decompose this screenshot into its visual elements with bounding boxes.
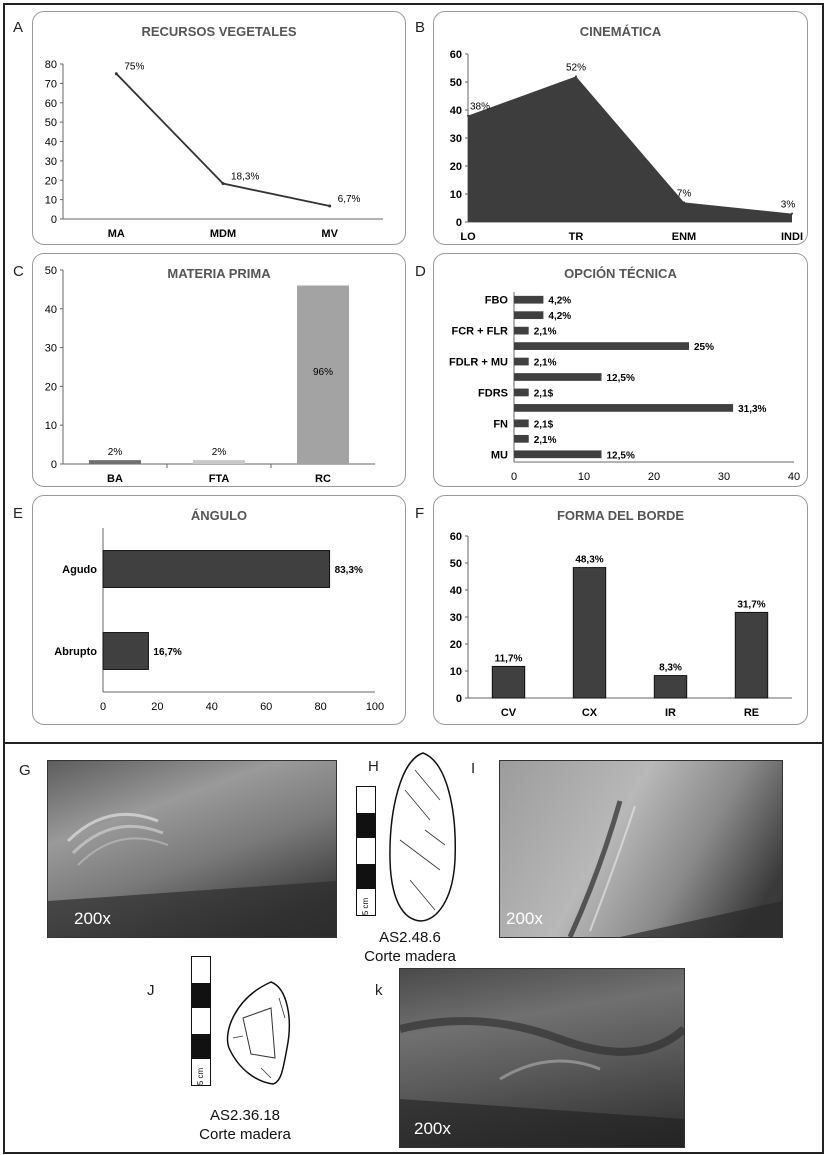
scale-bar — [356, 786, 376, 916]
chart-title: RECURSOS VEGETALES — [141, 24, 297, 39]
magnification-label: 200x — [414, 1119, 451, 1138]
x-tick-label: BA — [107, 473, 123, 485]
y-tick-label: 60 — [449, 531, 462, 543]
data-label: 2,1% — [533, 434, 557, 446]
y-tick-label: 50 — [44, 117, 57, 130]
bar — [514, 435, 529, 443]
chart-materia-prima — [33, 254, 405, 486]
panel-letter-k: k — [375, 982, 383, 999]
y-tick-label: 60 — [449, 49, 462, 61]
y-tick-label: FDRS — [478, 387, 508, 400]
x-tick-label: TR — [568, 231, 584, 243]
y-tick-label: 0 — [455, 217, 462, 229]
x-tick-label: 40 — [787, 471, 801, 483]
scale-label: 5 cm — [196, 1067, 206, 1086]
data-label: 4,2% — [548, 311, 572, 323]
y-tick-label: 30 — [449, 133, 462, 145]
bar — [492, 666, 524, 698]
y-tick-label: 30 — [44, 155, 57, 168]
panel-letter-i: I — [471, 760, 476, 777]
chart-title: OPCIÓN TÉCNICA — [564, 266, 677, 281]
data-point — [467, 115, 469, 117]
panel-letter-h: H — [368, 758, 379, 775]
x-tick-label: FTA — [208, 473, 230, 485]
charts-frame — [3, 3, 824, 744]
panel-letter-a: A — [13, 19, 24, 36]
x-tick-label: MDM — [209, 228, 237, 240]
data-label: 8,3% — [659, 662, 682, 674]
panel-b — [433, 11, 808, 245]
chart-title: MATERIA PRIMA — [167, 266, 271, 281]
panel-f — [433, 495, 808, 725]
panel-letter-d: D — [415, 263, 426, 280]
panel-letter-g: G — [19, 762, 31, 779]
x-tick-label: 40 — [205, 701, 218, 713]
bar — [103, 551, 330, 588]
bar — [514, 450, 602, 458]
data-point — [791, 213, 793, 215]
micrograph-i — [499, 760, 783, 938]
bar — [514, 420, 529, 428]
y-tick-label: 20 — [44, 175, 57, 188]
chart-cinematica — [434, 12, 807, 244]
y-tick-label: 10 — [449, 189, 462, 201]
y-tick-label: 50 — [449, 77, 462, 89]
data-label: 52% — [565, 62, 587, 74]
data-label: 25% — [694, 342, 715, 354]
y-tick-label: 70 — [44, 78, 57, 91]
y-tick-label: Agudo — [62, 564, 97, 576]
y-tick-label: Abrupto — [54, 646, 97, 658]
y-tick-label: FBO — [484, 294, 508, 307]
chart-title: FORMA DEL BORDE — [556, 508, 685, 523]
x-tick-label: 20 — [151, 701, 164, 713]
artifact-caption-j — [175, 1106, 315, 1144]
data-label: 11,7% — [494, 653, 523, 665]
y-tick-label: MU — [490, 449, 508, 462]
x-tick-label: MV — [321, 228, 338, 240]
chart-title: CINEMÁTICA — [579, 24, 662, 39]
bar — [514, 373, 602, 381]
data-label: 31,3% — [738, 403, 767, 415]
y-tick-label: 80 — [44, 59, 57, 71]
x-tick-label: INDI — [781, 231, 803, 243]
data-label: 6,7% — [337, 194, 361, 206]
bar — [89, 460, 141, 464]
y-tick-label: 50 — [44, 265, 57, 277]
data-label: 38% — [469, 101, 491, 113]
data-point — [328, 205, 331, 208]
y-tick-label: 10 — [449, 666, 462, 678]
data-label: 2,1% — [533, 326, 557, 338]
panel-letter-b: B — [415, 19, 426, 36]
x-tick-label: 0 — [99, 701, 107, 713]
photos-frame — [3, 742, 824, 1154]
x-tick-label: RE — [743, 707, 760, 719]
panel-c — [32, 253, 406, 487]
bar — [514, 358, 529, 366]
x-tick-label: CV — [500, 707, 517, 719]
chart-opcion-tecnica — [434, 254, 807, 486]
data-label: 12,5% — [606, 373, 635, 384]
data-label: 96% — [312, 366, 334, 378]
artifact-code: AS2.36.18 — [209, 1107, 281, 1124]
y-tick-label: 50 — [449, 558, 462, 570]
bar — [654, 676, 686, 698]
data-label: 2,1% — [533, 357, 557, 369]
y-tick-label: 0 — [455, 693, 462, 705]
data-label: 16,7% — [153, 647, 182, 658]
bar — [573, 568, 605, 698]
artifact-code: AS2.48.6 — [379, 929, 441, 946]
x-tick-label: ENM — [671, 231, 697, 243]
x-tick-label: 20 — [647, 471, 661, 483]
y-tick-label: 20 — [449, 161, 462, 173]
data-label: 3% — [780, 199, 796, 211]
panel-letter-j: J — [147, 982, 155, 999]
y-tick-label: 30 — [44, 342, 57, 355]
data-label: 31,7% — [737, 599, 766, 611]
bar — [514, 389, 529, 397]
x-tick-label: LO — [460, 231, 476, 243]
data-point — [683, 201, 685, 203]
x-tick-label: RC — [315, 473, 331, 485]
y-tick-label: 40 — [449, 105, 462, 117]
y-tick-label: 10 — [44, 420, 57, 433]
y-tick-label: 0 — [50, 214, 57, 226]
data-label: 2,1$ — [533, 419, 554, 431]
series-line — [116, 74, 329, 206]
x-tick-label: 0 — [510, 471, 518, 483]
y-tick-label: 40 — [44, 303, 57, 316]
micrograph-g — [47, 760, 337, 938]
bar — [103, 633, 148, 670]
micrograph-k — [399, 968, 685, 1148]
y-tick-label: 30 — [449, 612, 462, 624]
chart-title: ÁNGULO — [190, 508, 248, 523]
y-tick-label: 60 — [44, 97, 57, 110]
panel-d — [433, 253, 808, 487]
x-tick-label: 60 — [260, 701, 273, 713]
bar — [514, 404, 733, 412]
x-tick-label: 100 — [365, 701, 385, 713]
artifact-caption-h — [340, 928, 480, 966]
x-tick-label: CX — [581, 707, 598, 719]
chart-forma-del-borde — [434, 496, 807, 724]
data-label: 18,3% — [231, 171, 260, 183]
y-tick-label: 0 — [50, 459, 57, 471]
panel-letter-e: E — [13, 505, 24, 522]
data-label: 12,5% — [606, 450, 635, 462]
chart-recursos-vegetales — [33, 12, 405, 244]
bar — [193, 460, 245, 464]
y-tick-label: 40 — [449, 585, 462, 597]
panel-a — [32, 11, 406, 245]
x-tick-label: 10 — [577, 471, 591, 483]
x-tick-label: IR — [665, 707, 676, 719]
bar — [514, 342, 689, 350]
x-tick-label: 80 — [314, 701, 327, 713]
artifact-use: Corte madera — [364, 948, 456, 965]
data-label: 48,3% — [575, 554, 604, 566]
panel-letter-f: F — [415, 505, 425, 522]
panel-letter-c: C — [13, 263, 24, 280]
artifact-drawing-j — [221, 978, 301, 1088]
magnification-label: 200x — [74, 909, 111, 928]
chart-angulo — [33, 496, 405, 724]
data-label: 83,3% — [334, 565, 363, 576]
y-tick-label: FDLR + MU — [449, 356, 508, 369]
data-label: 2% — [211, 447, 227, 459]
y-tick-label: FCR + FLR — [451, 325, 508, 338]
artifact-use: Corte madera — [199, 1126, 291, 1143]
data-point — [575, 75, 577, 77]
x-tick-label: MA — [107, 228, 125, 240]
scale-label: 5 cm — [361, 897, 371, 916]
bar — [514, 327, 529, 335]
bar — [514, 311, 543, 319]
bar — [514, 296, 543, 304]
bar — [735, 612, 767, 698]
y-tick-label: 20 — [44, 381, 57, 394]
data-point — [115, 72, 118, 75]
data-label: 2% — [107, 447, 123, 459]
data-point — [222, 182, 225, 185]
y-tick-label: 20 — [449, 639, 462, 651]
panel-e — [32, 495, 406, 725]
scale-bar — [191, 956, 211, 1086]
area-fill — [468, 76, 792, 222]
artifact-drawing-h — [385, 750, 461, 924]
data-label: 2,1$ — [533, 388, 554, 400]
y-tick-label: 40 — [44, 136, 57, 149]
magnification-label: 200x — [506, 909, 543, 928]
x-tick-label: 30 — [717, 471, 731, 483]
data-label: 7% — [676, 188, 692, 200]
y-tick-label: FN — [493, 418, 508, 431]
y-tick-label: 10 — [44, 194, 57, 207]
data-label: 75% — [124, 61, 145, 73]
data-label: 4,2% — [548, 295, 572, 307]
